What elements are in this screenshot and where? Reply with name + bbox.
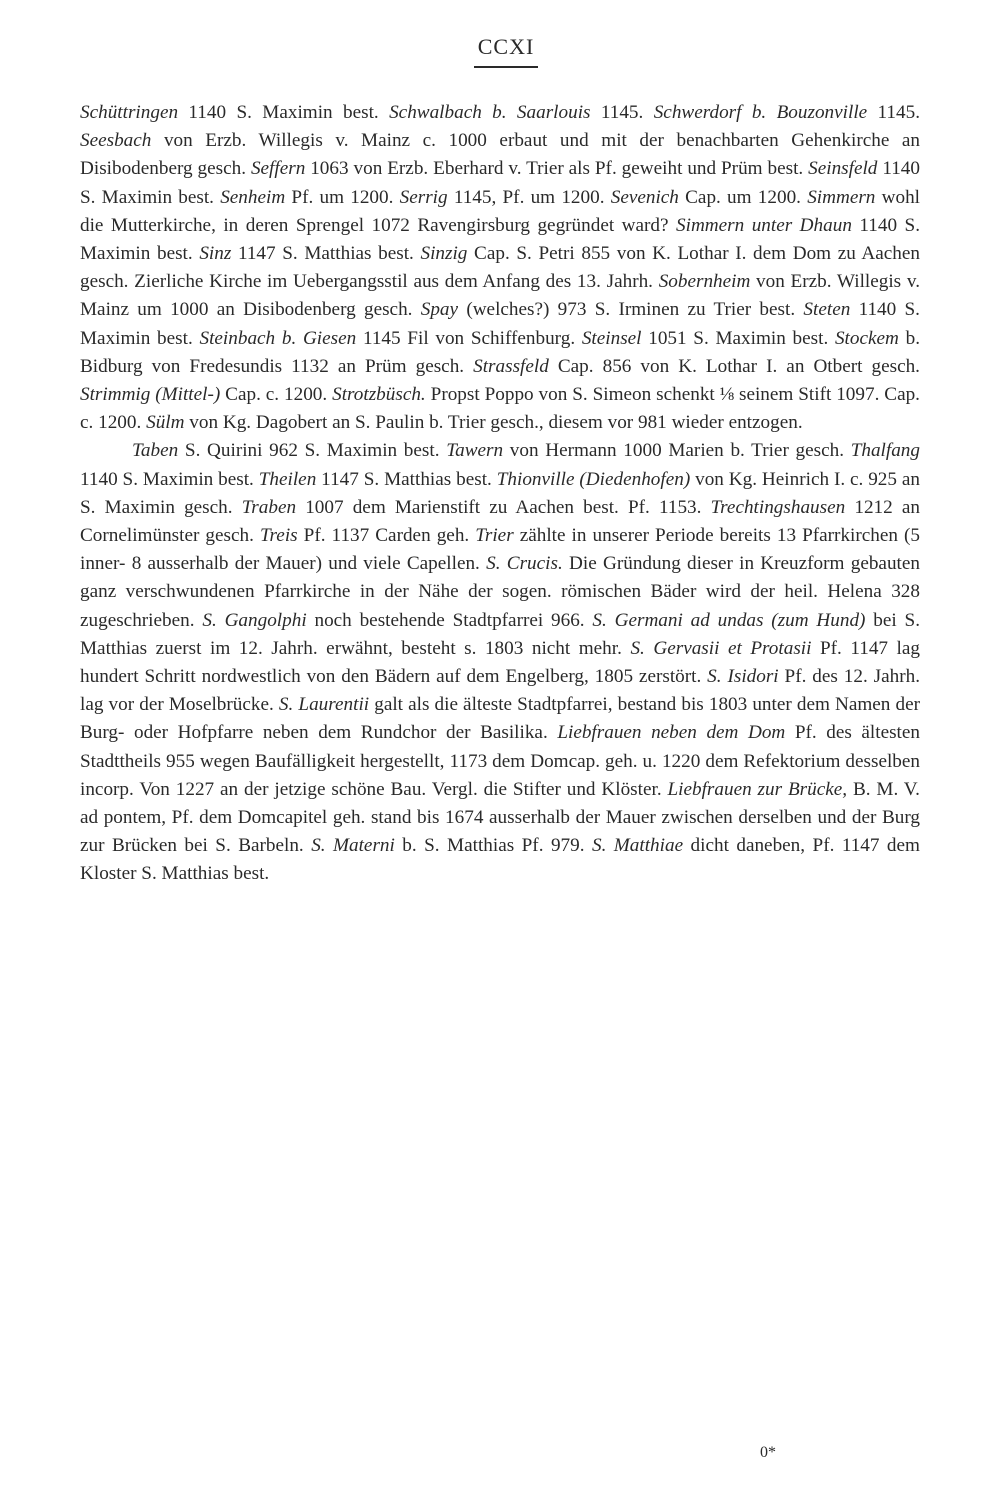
entry-text: Die Gründung dieser in Kreuzform gebauten ganz verschwundenen Pfarrkirche in der Nähe der sogen. römischen Bäder wird der heil. Helena 328 zugeschrieben. bbox=[80, 553, 920, 631]
place-name: Steten bbox=[803, 299, 851, 321]
entry-text: zählte in unserer Periode bereits 13 Pfarrkirchen (5 inner- 8 ausserhalb der Mauer) und viele Capellen. bbox=[80, 525, 921, 575]
entry-text: 1140 S. Maximin best. bbox=[80, 214, 921, 265]
place-name: S. Crucis. bbox=[486, 553, 563, 575]
entry-text: B. M. V. ad pontem, Pf. dem Domcapitel geh. stand bis 1674 ausserhalb der Mauer zwischen derselben und der Burg zur Brücken bei S. Barbeln. bbox=[80, 778, 920, 857]
place-name: Thalfang bbox=[850, 440, 920, 462]
entry-text: 1145. bbox=[867, 102, 920, 123]
place-name: Sülm bbox=[146, 412, 185, 434]
place-name: Spay bbox=[420, 299, 459, 321]
entry-text: 1145, Pf. um 1200. bbox=[447, 186, 611, 208]
place-name: Theilen bbox=[258, 468, 317, 490]
entry-text: 1140 S. Maximin best. bbox=[178, 102, 390, 123]
entry-text: von Kg. Heinrich I. c. 925 an S. Maximin gesch. bbox=[80, 468, 920, 518]
entry-text: 1145. bbox=[590, 102, 654, 123]
place-name: Taben bbox=[132, 440, 179, 462]
place-name: Strassfeld bbox=[473, 355, 549, 377]
place-name: Traben bbox=[241, 496, 297, 518]
place-name: Schwalbach b. Saarlouis bbox=[389, 102, 591, 123]
entry-text: Pf. 1147 lag hundert Schritt nordwestlich von den Bädern auf dem Engelberg, 1805 zerstört. bbox=[80, 637, 920, 688]
entry-text: dicht daneben, Pf. 1147 dem Kloster S. Matthias best. bbox=[80, 835, 920, 885]
place-name: Trechtingshausen bbox=[710, 496, 846, 518]
place-name: Steinbach b. Giesen bbox=[199, 327, 357, 349]
place-name: S. Gangolphi bbox=[202, 609, 307, 631]
page-content bbox=[80, 30, 920, 889]
place-name: S. Germani ad undas (zum Hund) bbox=[592, 609, 866, 631]
entry-text: 1147 S. Matthias best. bbox=[316, 468, 497, 490]
place-name: Sinzig bbox=[420, 243, 468, 265]
place-name: Seesbach bbox=[80, 130, 152, 152]
place-name: Liebfrauen zur Brücke, bbox=[667, 778, 848, 800]
place-name: Schüttringen bbox=[80, 102, 179, 123]
entry-text: Propst Poppo von S. Simeon schenkt ⅛ seinem Stift 1097. Cap. c. 1200. bbox=[80, 384, 920, 434]
entry-text: (welches?) 973 S. Irminen zu Trier best. bbox=[458, 299, 804, 321]
entry-text: 1212 an Cornelimünster gesch. bbox=[80, 496, 920, 547]
entry-text: von Hermann 1000 Marien b. Trier gesch. bbox=[503, 440, 851, 462]
place-name: Seinsfeld bbox=[808, 158, 878, 180]
entry-text: galt als die älteste Stadtpfarrei, bestand bis 1803 unter dem Namen der Burg- oder Hofpfarre neben dem Rundchor der Basilika. bbox=[80, 694, 920, 744]
entry-text: S. Quirini 962 S. Maximin best. bbox=[178, 440, 447, 462]
entry-text: Cap. um 1200. bbox=[678, 186, 808, 208]
place-name: Liebfrauen neben dem Dom bbox=[557, 722, 786, 744]
entry-text: 1140 S. Maximin best. bbox=[80, 158, 920, 208]
place-name: Seffern bbox=[250, 158, 306, 180]
place-name: Schwerdorf b. Bouzonville bbox=[653, 102, 868, 123]
signature-mark: 0* bbox=[760, 1444, 776, 1461]
paragraph-s-entries bbox=[80, 99, 920, 437]
entry-text: Cap. S. Petri 855 von K. Lothar I. dem Dom zu Aachen gesch. Zierliche Kirche im Uebergangsstil aus dem Anfang des 13. Jahrh. bbox=[80, 243, 921, 293]
place-name: Sinz bbox=[199, 243, 232, 265]
entry-text: Pf. des 12. Jahrh. lag vor der Moselbrücke. bbox=[80, 666, 920, 716]
place-name: S. Isidori bbox=[707, 666, 779, 688]
place-name: Treis bbox=[259, 525, 298, 547]
entry-text: von Kg. Dagobert an S. Paulin b. Trier gesch., diesem vor 981 wieder entzogen. bbox=[184, 412, 803, 434]
place-name: S. Gervasii et Protasii bbox=[630, 637, 812, 659]
place-name: Strimmig (Mittel-) bbox=[80, 384, 221, 406]
place-name: S. Materni bbox=[311, 835, 395, 857]
place-name: Simmern bbox=[807, 186, 876, 208]
place-name: Strotzbüsch. bbox=[332, 384, 426, 406]
entry-text: b. Bidburg von Fredesundis 1132 an Prüm gesch. bbox=[80, 327, 920, 377]
place-name: Steinsel bbox=[581, 327, 642, 349]
entry-text: 1140 S. Maximin best. bbox=[80, 299, 920, 349]
place-name: Tawern bbox=[446, 440, 504, 462]
place-name: Stockem bbox=[834, 327, 899, 349]
page-number: CCXI bbox=[474, 30, 539, 68]
entry-text: 1145 Fil von Schiffenburg. bbox=[356, 327, 582, 349]
entry-text: 1140 S. Maximin best. bbox=[80, 468, 259, 490]
entry-text: bei S. Matthias zuerst im 12. Jahrh. erwähnt, besteht s. 1803 nicht mehr. bbox=[80, 609, 920, 659]
entry-text: 1063 von Erzb. Eberhard v. Trier als Pf. geweiht und Prüm best. bbox=[305, 158, 809, 180]
entry-text: Pf. 1137 Carden geh. bbox=[297, 525, 476, 547]
place-name: Senheim bbox=[220, 186, 286, 208]
entry-text: noch bestehende Stadtpfarrei 966. bbox=[306, 609, 593, 631]
page-header bbox=[92, 30, 920, 68]
place-name: Sevenich bbox=[610, 186, 679, 208]
entry-text: Pf. um 1200. bbox=[285, 186, 400, 208]
entry-text: 1147 S. Matthias best. bbox=[231, 243, 421, 265]
entry-text: Cap. c. 1200. bbox=[220, 384, 333, 406]
entry-text: von Erzb. Willegis v. Mainz c. 1000 erbaut und mit der benachbarten Gehenkirche an Disibodenberg gesch. bbox=[80, 130, 920, 180]
entry-text: Pf. des ältesten Stadttheils 955 wegen Baufälligkeit hergestellt, 1173 dem Domcap. geh. u. 1220 dem Refektorium desselben incorp. Von 1227 an der jetzige schöne Bau. Vergl. die Stifter und Klöster. bbox=[80, 722, 920, 800]
entry-text: b. S. Matthias Pf. 979. bbox=[394, 835, 592, 857]
place-name: Sobernheim bbox=[658, 271, 751, 293]
entry-text: Cap. 856 von K. Lothar I. an Otbert gesch. bbox=[548, 355, 920, 377]
entry-text: 1051 S. Maximin best. bbox=[641, 327, 835, 349]
paragraph-t-entries bbox=[80, 437, 920, 888]
place-name: S. Matthiae bbox=[591, 835, 684, 857]
place-name: S. Laurentii bbox=[278, 694, 370, 716]
entry-text: wohl die Mutterkirche, in deren Sprengel 1072 Ravengirsburg gegründet ward? bbox=[80, 186, 920, 236]
entry-text: von Erzb. Willegis v. Mainz um 1000 an Disibodenberg gesch. bbox=[80, 271, 920, 321]
place-name: Serrig bbox=[399, 186, 448, 208]
place-name: Trier bbox=[475, 525, 514, 547]
place-name: Thionville (Diedenhofen) bbox=[496, 468, 691, 490]
entry-text: 1007 dem Marienstift zu Aachen best. Pf. 1153. bbox=[296, 496, 711, 518]
place-name: Simmern unter Dhaun bbox=[676, 214, 852, 236]
